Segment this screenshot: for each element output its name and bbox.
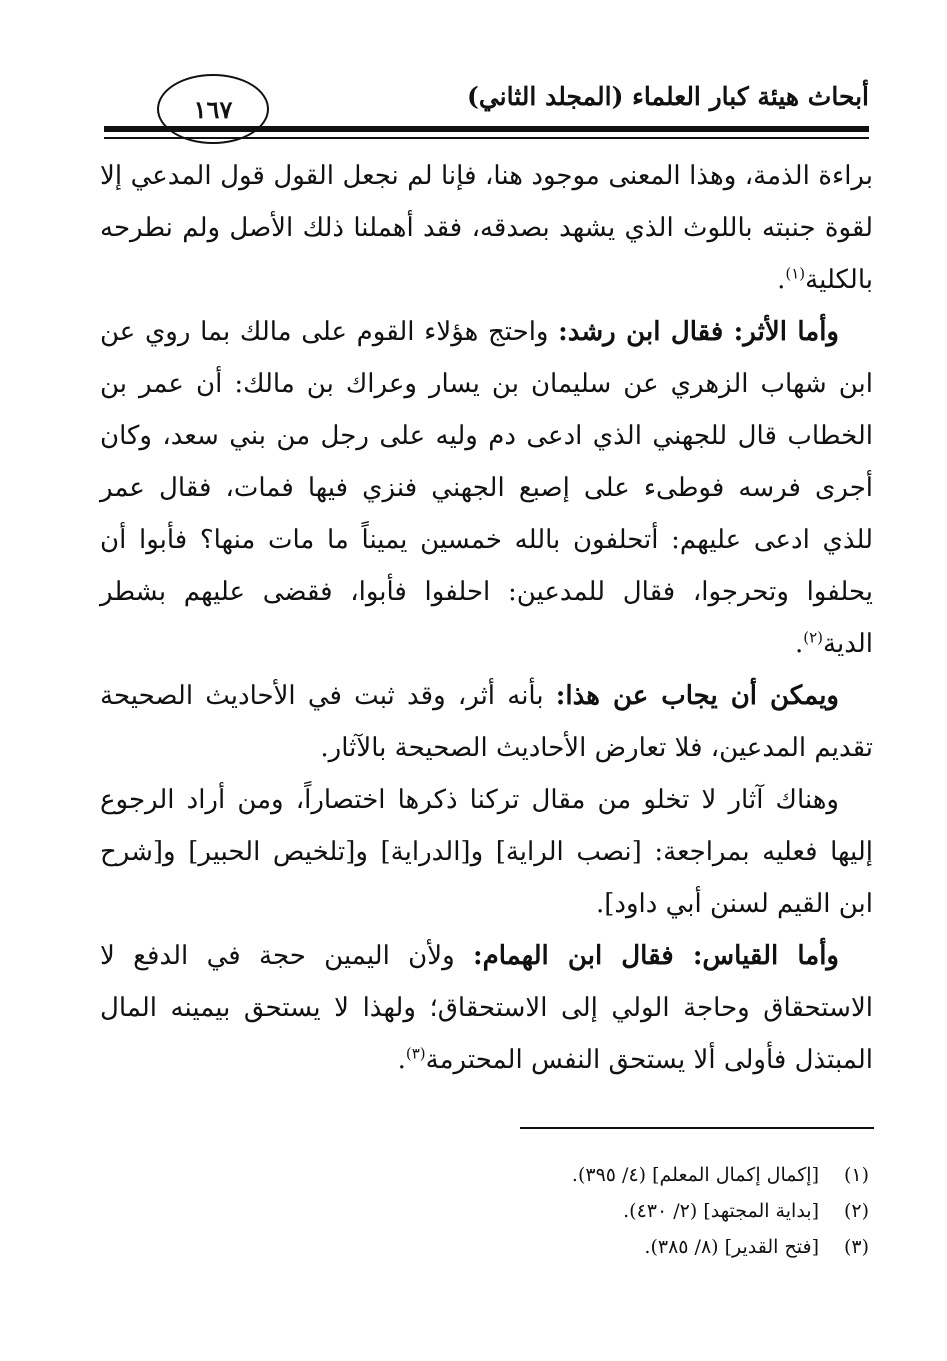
page-number-oval (157, 74, 269, 144)
footnote-ref: (١) (785, 264, 806, 283)
footnotes (300, 1157, 869, 1265)
footnote-number: (٣) (843, 1236, 869, 1258)
paragraph-lead: ويمكن أن يجاب عن هذا: (555, 681, 839, 711)
paragraph-tail: . (794, 629, 804, 659)
footnote-2 (300, 1193, 869, 1229)
footnote-separator (520, 1127, 874, 1129)
paragraph-2 (100, 306, 873, 670)
paragraph-lead: وأما الأثر: فقال ابن رشد: (558, 317, 839, 347)
paragraph-4 (100, 774, 873, 930)
paragraph-text: وهناك آثار لا تخلو من مقال تركنا ذكرها اختصاراً، ومن أراد الرجوع إليها فعليه بمراجعة: [نصب الراية] و[الدراية] و[تلخيص الحبير] و[شرح ابن القيم لسنن أبي داود]. (100, 785, 873, 919)
paragraph-text: واحتج هؤلاء القوم على مالك بما روي عن ابن شهاب الزهري عن سليمان بن يسار وعراك بن مالك: أن عمر بن الخطاب قال للجهني الذي ادعى دم وليه على رجل من بني سعد، وكان أجرى فرسه فوطىء على إصبع الجهني فنزي فيها فمات، فقال عمر للذي ادعى عليهم: أتحلفون بالله خمسين يميناً ما مات منها؟ فأبوا أن يحلفوا وتحرجوا، فقال للمدعين: احلفوا فأبوا، فقضى عليهم بشطر الدية (100, 317, 873, 659)
paragraph-text: بأنه أثر، وقد ثبت في الأحاديث الصحيحة تقديم المدعين، فلا تعارض الأحاديث الصحيحة بالآثار. (100, 681, 873, 763)
paragraph-tail: . (397, 1045, 406, 1075)
paragraph-text: ولأن اليمين حجة في الدفع لا الاستحقاق وحاجة الولي إلى الاستحقاق؛ ولهذا لا يستحق بيمينه المال المبتذل فأولى ألا يستحق النفس المحترمة (100, 941, 873, 1075)
paragraph-tail: . (777, 265, 786, 295)
book-title: أبحاث هيئة كبار العلماء (المجلد الثاني) (467, 82, 869, 111)
footnote-1 (300, 1157, 869, 1193)
footnote-3 (300, 1229, 869, 1265)
header-rule-thick (104, 126, 869, 132)
page-number: ١٦٧ (193, 94, 233, 124)
paragraph-3 (100, 670, 873, 774)
header-rule-thin (104, 137, 869, 139)
footnote-text: [بداية المجتهد] (٢/ ٤٣٠). (623, 1200, 819, 1222)
footnote-text: [إكمال إكمال المعلم] (٤/ ٣٩٥). (571, 1164, 819, 1186)
footnote-text: [فتح القدير] (٨/ ٣٨٥). (644, 1236, 819, 1258)
footnote-number: (١) (843, 1164, 869, 1186)
paragraph-text: براءة الذمة، وهذا المعنى موجود هنا، فإنا لم نجعل القول قول المدعي إلا لقوة جنبته باللوث الذي يشهد بصدقه، فقد أهملنا ذلك الأصل ولم نطرحه بالكلية (100, 161, 873, 295)
paragraph-lead: وأما القياس: فقال ابن الهمام: (473, 941, 839, 971)
footnote-ref: (٢) (803, 628, 824, 647)
paragraph-5 (100, 930, 873, 1086)
paragraph-1 (100, 150, 873, 306)
footnote-number: (٢) (843, 1200, 869, 1222)
main-text (100, 150, 873, 1086)
footnote-ref: (٣) (405, 1044, 426, 1063)
